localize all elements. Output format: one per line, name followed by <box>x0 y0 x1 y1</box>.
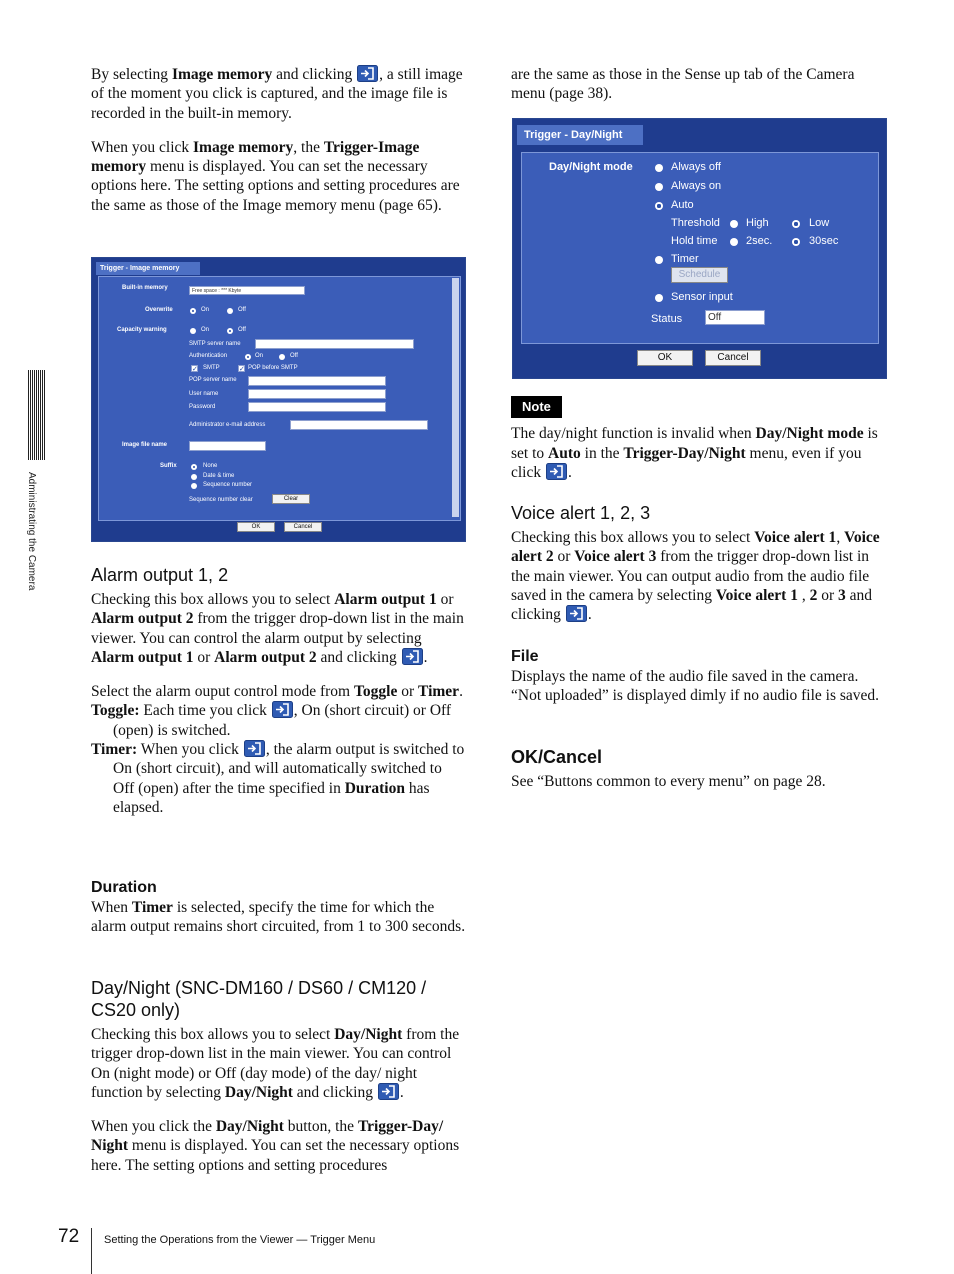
always-on-label: Always on <box>671 180 722 192</box>
hold-time-label: Hold time <box>671 235 718 247</box>
auto-radio[interactable] <box>655 202 663 210</box>
left-column <box>91 65 466 215</box>
seq-clear-label: Sequence number clear <box>189 497 253 503</box>
side-tab-marker <box>28 370 46 460</box>
image-memory-screenshot <box>91 257 466 542</box>
footer-text: Setting the Operations from the Viewer — Trigger Menu <box>104 1234 376 1246</box>
side-tab-label: Administrating the Camera <box>26 472 37 591</box>
password-label: Password <box>189 404 216 410</box>
daynight-section <box>91 977 471 1175</box>
user-name-label: User name <box>189 391 219 397</box>
status-field: Off <box>705 310 765 325</box>
authentication-label: Authentication <box>189 353 228 359</box>
threshold-low-radio[interactable] <box>792 220 800 228</box>
capacity-on-label: On <box>201 327 210 333</box>
admin-email-label: Administrator e-mail address <box>189 422 266 428</box>
password-input[interactable] <box>248 402 386 412</box>
smtp-label: SMTP <box>203 365 220 371</box>
paragraph: See “Buttons common to every menu” on page 28. <box>511 773 826 790</box>
alarm-section <box>91 564 466 817</box>
enter-button-icon <box>272 701 293 718</box>
always-on-radio[interactable] <box>655 183 663 191</box>
suffix-date-label: Date & time <box>203 473 235 479</box>
hold-2sec-radio[interactable] <box>730 238 738 246</box>
image-memory-pane <box>98 276 461 521</box>
note-section <box>511 396 886 482</box>
pop-server-label: POP server name <box>189 377 237 383</box>
duration-section <box>91 878 466 937</box>
auth-off-radio[interactable] <box>279 354 285 360</box>
suffix-date-radio[interactable] <box>191 474 197 480</box>
daynight-mode-label: Day/Night mode <box>549 161 633 173</box>
voice-section <box>511 502 886 624</box>
daynight-pane <box>521 152 879 344</box>
enter-button-icon <box>566 605 587 622</box>
okcancel-section <box>511 746 886 791</box>
image-file-name-input[interactable] <box>189 441 266 451</box>
user-name-input[interactable] <box>248 389 386 399</box>
admin-email-input[interactable] <box>290 420 428 430</box>
scrollbar[interactable] <box>452 278 459 517</box>
status-label: Status <box>651 313 683 325</box>
capacity-off-label: Off <box>238 327 246 333</box>
overwrite-on-radio[interactable] <box>190 308 196 314</box>
paragraph: When you click Image memory, the Trigger-Image memory menu is displayed. You can set the necessary options here. The setting options and setting procedures are the same as those of the Image memory menu (page 65). <box>91 138 460 214</box>
right-column-intro <box>511 65 886 104</box>
threshold-high-label: High <box>746 217 769 229</box>
builtin-memory-label: Built-in memory <box>122 285 168 291</box>
sensor-input-radio[interactable] <box>655 294 663 302</box>
enter-button-icon <box>357 65 378 82</box>
enter-button-icon <box>402 648 423 665</box>
daynight-screenshot <box>512 118 887 379</box>
suffix-none-label: None <box>203 463 218 469</box>
image-file-name-label: Image file name <box>122 442 168 448</box>
auth-on-label: On <box>255 353 264 359</box>
schedule-button[interactable]: Schedule <box>671 267 728 283</box>
timer-radio[interactable] <box>655 256 663 264</box>
suffix-none-radio[interactable] <box>191 464 197 470</box>
hold-30sec-radio[interactable] <box>792 238 800 246</box>
pop-server-input[interactable] <box>248 376 386 386</box>
paragraph: Displays the name of the audio file saved in the camera. “Not uploaded” is displayed dimly if no audio file is saved. <box>511 668 880 705</box>
duration-heading: Duration <box>91 879 157 896</box>
overwrite-off-label: Off <box>238 307 246 313</box>
auto-label: Auto <box>671 199 694 211</box>
overwrite-on-label: On <box>201 307 210 313</box>
page-number: 72 <box>58 1226 80 1247</box>
builtin-memory-field: Free space : *** Kbyte <box>189 286 305 295</box>
pop-before-smtp-label: POP before SMTP <box>248 365 298 371</box>
auth-off-label: Off <box>290 353 298 359</box>
cancel-button[interactable]: Cancel <box>284 522 322 532</box>
image-memory-tab: Trigger - Image memory <box>96 262 200 275</box>
daynight-tab: Trigger - Day/Night <box>517 125 643 145</box>
paragraph: Checking this box allows you to select Alarm output 1 or Alarm output 2 from the trigger drop-down list in the main viewer. You can control the alarm output by selecting Alarm output 1 or Alarm output 2 and clicking . <box>91 591 464 666</box>
footer-divider <box>91 1228 92 1274</box>
smtp-server-label: SMTP server name <box>189 341 241 347</box>
threshold-label: Threshold <box>671 217 720 229</box>
timer-item: Timer: When you click , the alarm output is switched to On (short circuit), and will automatically switched to Off (open) after the time specified in Duration has elapsed. <box>91 741 465 816</box>
always-off-label: Always off <box>671 161 721 173</box>
hold-30sec-label: 30sec <box>809 235 839 247</box>
threshold-high-radio[interactable] <box>730 220 738 228</box>
overwrite-off-radio[interactable] <box>227 308 233 314</box>
file-section <box>511 647 886 706</box>
file-heading: File <box>511 648 539 665</box>
threshold-low-label: Low <box>809 217 830 229</box>
capacity-off-radio[interactable] <box>227 328 233 334</box>
clear-button[interactable]: Clear <box>272 494 310 504</box>
auth-on-radio[interactable] <box>245 354 251 360</box>
smtp-checkbox[interactable]: ✓ <box>192 365 198 373</box>
hold-2sec-label: 2sec. <box>746 235 773 247</box>
capacity-on-radio[interactable] <box>190 328 196 334</box>
suffix-seq-radio[interactable] <box>191 483 197 489</box>
cancel-button[interactable]: Cancel <box>705 350 761 366</box>
ok-button[interactable]: OK <box>637 350 693 366</box>
ok-button[interactable]: OK <box>237 522 275 532</box>
alarm-heading: Alarm output 1, 2 <box>91 565 229 585</box>
suffix-seq-label: Sequence number <box>203 482 253 488</box>
enter-button-icon <box>546 463 567 480</box>
paragraph: By selecting Image memory and clicking , a still image of the moment you click is captured, and the image file is recorded in the built-in memory. <box>91 66 463 122</box>
paragraph: Checking this box allows you to select Voice alert 1, Voice alert 2 or Voice alert 3 from the trigger drop-down list in the main viewer. You can output audio from the audio file saved in the camera by selecting Voice alert 1 , 2 or 3 and clicking . <box>511 529 880 624</box>
paragraph: Select the alarm ouput control mode from Toggle or Timer. <box>91 683 463 701</box>
enter-button-icon <box>378 1083 399 1100</box>
paragraph: The day/night function is invalid when Day/Night mode is set to Auto in the Trigger-Day/Night menu, even if you click . <box>511 425 878 481</box>
paragraph: When Timer is selected, specify the time for which the alarm output remains short circuited, from 1 to 300 seconds. <box>91 899 466 936</box>
paragraph: Checking this box allows you to select Day/Night from the trigger drop-down list in the main viewer. You can control On (night mode) or Off (day mode) of the day/ night function by selecting Day/Night and clicking . <box>91 1026 460 1101</box>
smtp-server-input[interactable] <box>255 339 414 349</box>
always-off-radio[interactable] <box>655 164 663 172</box>
voice-heading: Voice alert 1, 2, 3 <box>511 503 651 523</box>
note-label: Note <box>511 396 562 418</box>
sensor-input-label: Sensor input <box>671 291 733 303</box>
toggle-item: Toggle: Each time you click , On (short circuit) or Off (open) is switched. <box>91 702 452 739</box>
pop-before-smtp-checkbox[interactable]: ✓ <box>239 365 245 373</box>
capacity-warning-label: Capacity warning <box>117 327 167 333</box>
paragraph: are the same as those in the Sense up tab of the Camera menu (page 38). <box>511 66 855 103</box>
paragraph: When you click the Day/Night button, the Trigger-Day/ Night menu is displayed. You can set the necessary options here. The setting options and setting procedures <box>91 1118 460 1174</box>
overwrite-label: Overwrite <box>145 307 173 313</box>
okcancel-heading: OK/Cancel <box>511 747 603 767</box>
daynight-heading: Day/Night (SNC-DM160 / DS60 / CM120 / CS20 only) <box>91 978 427 1020</box>
suffix-label: Suffix <box>160 463 177 469</box>
timer-label: Timer <box>671 253 699 265</box>
enter-button-icon <box>244 740 265 757</box>
